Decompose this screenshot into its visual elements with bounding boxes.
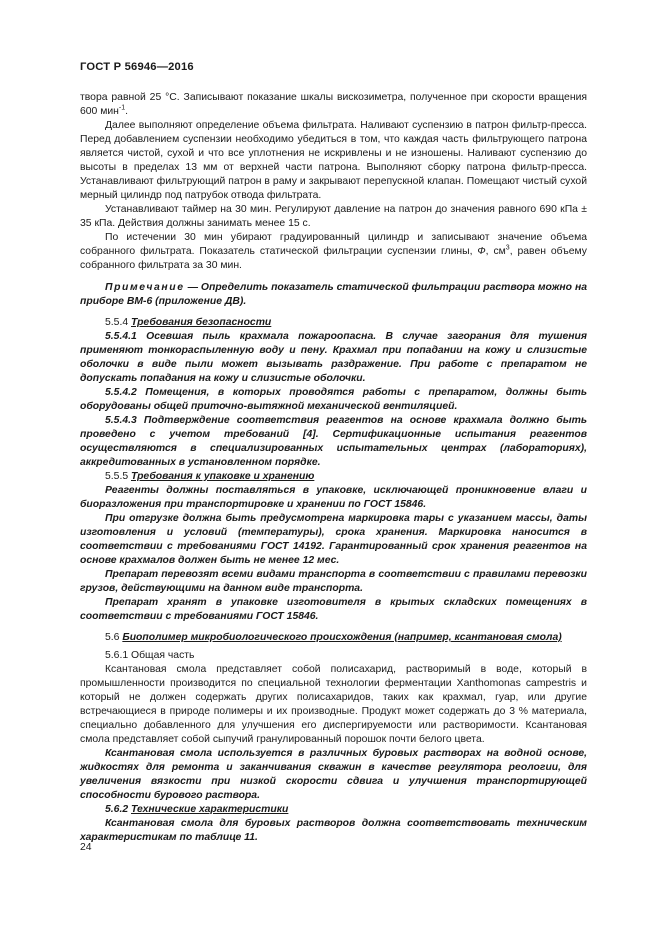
note [80,281,587,309]
section-title: Требования к упаковке и хранению [131,471,315,482]
section-5-6-heading [80,631,587,645]
document-header: ГОСТ Р 56946—2016 [80,61,194,73]
superscript: -1 [118,104,126,112]
document-body [80,91,587,845]
paragraph-5-5-5-2: При отгрузке должна быть предусмотрена маркировка тары с указанием массы, даты изготовления и условий (температуры), срока хранения. Маркировка наносится в соответствии с требованиями ГОСТ 14192. Гарантированный срок хранения реагентов на основе крахмалов должен быть не менее 12 мес. [80,513,587,566]
section-number: 5.5.4 [105,317,131,328]
superscript: 3 [505,244,510,252]
paragraph-text: , равен объему собранного фильтрата за 30 мин. [80,246,587,271]
section-title: Требования безопасности [131,317,272,328]
paragraph-text: . [125,106,129,117]
section-5-5-5-heading [80,470,587,484]
paragraph-5-5-4-2: 5.5.4.2 Помещения, в которых проводятся работы с препаратом, должны быть оборудованы общей приточно-вытяжной механической вентиляцией. [80,387,587,412]
paragraph-5-5-5-1: Реагенты должны поставляться в упаковке, исключающей проникновение влаги и биоразложения при транспортировке и хранении по ГОСТ 15846. [80,485,587,510]
section-5-5-4-heading [80,316,587,330]
section-number: 5.5.5 [105,471,131,482]
paragraph-text: По истечении 30 мин убирают градуированный цилиндр и записывают значение объема собранного фильтрата. Показатель статической фильтрации суспензии глины, [80,232,587,257]
paragraph-filtrate: Далее выполняют определение объема фильтрата. Наливают суспензию в патрон фильтр-пресса. Перед добавлением суспензии необходимо убедиться в том, что каждая часть фильтрующего патрона является чистой, сухой и что все уплотнения не искривлены и не изношены. Наливают суспензию до высоты в пределах 13 мм от верхней части патрона. Выполняют сборку патрона фильтр-пресса. Устанавливают фильтрующий патрон в раму и закрывают перепускной клапан. Помещают чистый сухой мерный цилиндр под патрубок отвода фильтрата. [80,120,587,201]
note-text: — Определить показатель статической фильтрации раствора можно на приборе ВМ-6 (приложение ДВ). [80,282,587,307]
paragraph-timer: Устанавливают таймер на 30 мин. Регулируют давление на патрон до значения равного 690 кПа ± 35 кПа. Действия должны занимать менее 15 с. [80,204,587,229]
paragraph-5-6-1-usage: Ксантановая смола используется в различных буровых растворах на водной основе, жидкостях для ремонта и заканчивания скважин в качестве регулятора реологии, для увеличения вязкости при низкой скорости сдвига и улучшения транспортирующей способности бурового раствора. [80,748,587,801]
note-label: Примечание [105,282,185,293]
paragraph-result [80,231,587,273]
symbol: Ф [477,246,486,257]
paragraph-text: , см [485,246,506,257]
page-number: 24 [80,842,92,853]
paragraph-5-5-5-4: Препарат хранят в упаковке изготовителя в крытых складских помещениях в соответствии с требованиями ГОСТ 15846. [80,597,587,622]
section-5-6-2-heading [80,803,587,817]
section-title: Технические характеристики [131,804,289,815]
section-number: 5.6.2 [105,804,131,815]
paragraph-5-6-2: Ксантановая смола для буровых растворов должна соответствовать техническим характеристикам по таблице 11. [80,818,587,843]
paragraph-5-5-4-3: 5.5.4.3 Подтверждение соответствия реагентов на основе крахмала должно быть проведено с учетом требований [4]. Сертификационные испытания реагентов осуществляются в специализированных испытательных центрах (лабораториях), аккредитованных в установленном порядке. [80,415,587,468]
paragraph-5-5-4-1: 5.5.4.1 Осевшая пыль крахмала пожароопасна. В случае загорания для тушения применяют тонкораспыленную воду и пену. Крахмал при попадании на кожу и слизистые оболочки в виде пыли может вызывать раздражение. При работе с препаратом не допускать попадания на кожу и слизистые оболочки. [80,331,587,384]
section-5-6-1-heading: 5.6.1 Общая часть [105,650,195,661]
paragraph-5-5-5-3: Препарат перевозят всеми видами транспорта в соответствии с правилами перевозки грузов, действующими на данном виде транспорта. [80,569,587,594]
paragraph-5-6-1-general: Ксантановая смола представляет собой полисахарид, растворимый в воде, который в промышленности производится по специальной технологии ферментации Xanthomonas campestris и который не должен содержать других полисахаридов, таких как крахмал, гуар, или другие встречающиеся в природе полимеры и их производные. Продукт может содержать до 3 % материала, специально добавленного для улучшения его диспергируемости или растворимости. Ксантановая смола представляет собой сыпучий гранулированный порошок почти белого цвета. [80,664,587,745]
paragraph-text: твора равной 25 °С. Записывают показание шкалы вискозиметра, полученное при скорости вращения 600 мин [80,92,587,117]
paragraph-viscometer [80,91,587,119]
section-title: Биополимер микробиологического происхождения (например, ксантановая смола) [122,632,562,643]
section-number: 5.6 [105,632,123,643]
